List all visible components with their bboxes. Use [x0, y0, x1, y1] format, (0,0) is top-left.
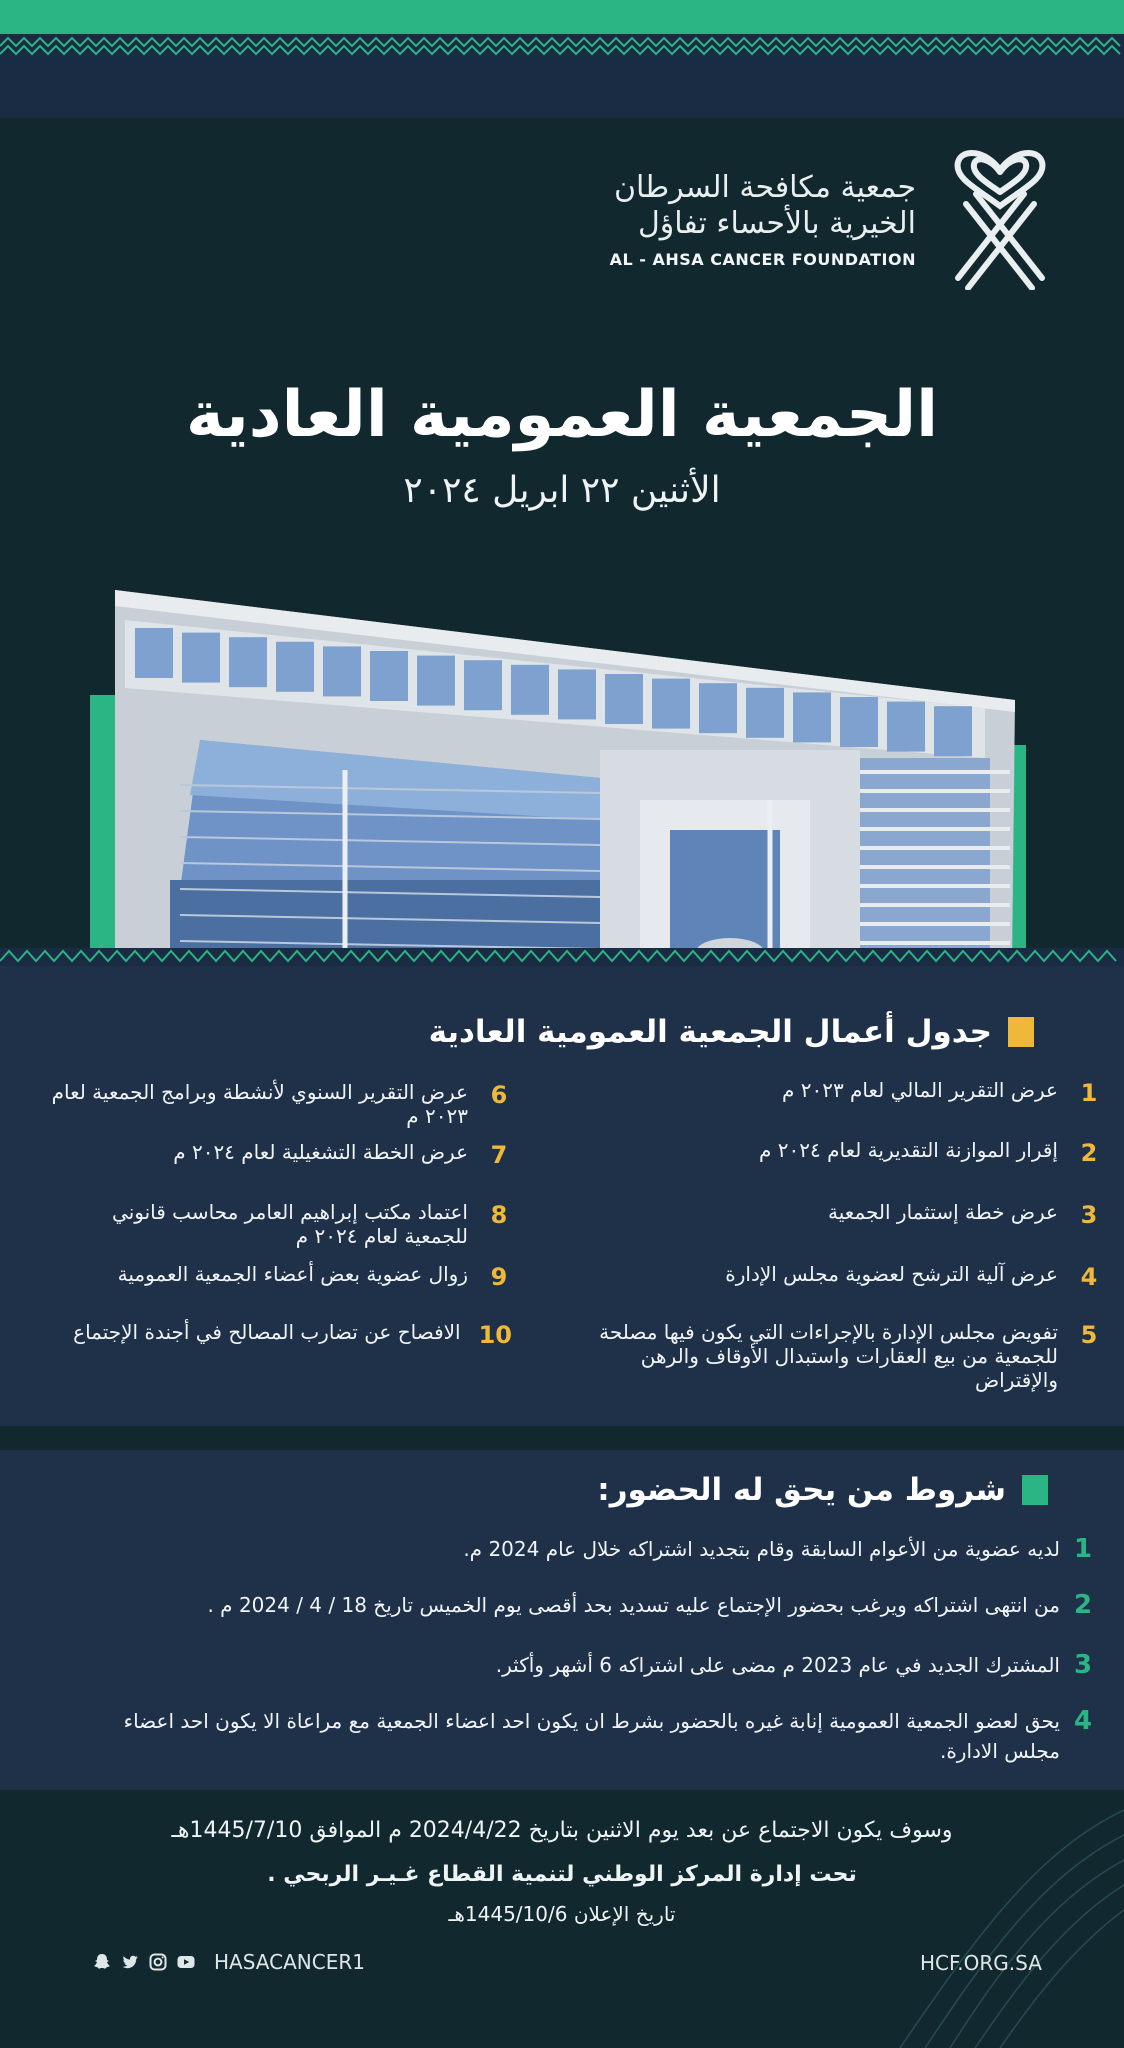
agenda-item	[12, 1320, 512, 1350]
agenda-item	[12, 1140, 512, 1170]
instagram-icon[interactable]	[148, 1952, 168, 1972]
agenda-item-number: 7	[490, 1141, 508, 1169]
agenda-item	[602, 1200, 1102, 1230]
attendance-heading	[597, 1472, 1048, 1508]
facade-louver	[860, 922, 1010, 926]
agenda-item	[602, 1078, 1102, 1108]
logo-arabic-line-2: الخيرية بالأحساء تفاؤل	[637, 206, 916, 241]
meeting-note: وسوف يكون الاجتماع عن بعد يوم الاثنين بتاريخ 2024/4/22 م الموافق 1445/7/10هـ	[171, 1818, 953, 1843]
building-window	[746, 688, 784, 738]
logo-text-block	[496, 170, 916, 280]
social-links	[92, 1950, 365, 1974]
facade-louver	[860, 903, 1010, 907]
condition-text: يحق لعضو الجمعية العمومية إنابة غيره بالحضور بشرط ان يكون احد اعضاء الجمعية مع مراعاة الا يكون احد اعضاء مجلس الادارة.	[123, 1709, 1060, 1763]
agenda-item	[12, 1262, 512, 1292]
facade-louver	[860, 770, 1010, 774]
attendance-heading-text: شروط من يحق له الحضور:	[597, 1472, 1006, 1508]
building-window	[276, 642, 314, 692]
condition-text: المشترك الجديد في عام 2023 م مضى على اشتراكه 6 أشهر وأكثر.	[495, 1653, 1060, 1677]
ribbon-heart-icon	[946, 148, 1054, 290]
website-link[interactable]: HCF.ORG.SA	[920, 1951, 1042, 1975]
facade-louver	[860, 884, 1010, 888]
building-window	[464, 660, 502, 710]
agenda-item-text: إقرار الموازنة التقديرية لعام ٢٠٢٤ م	[759, 1138, 1058, 1162]
building-window	[840, 697, 878, 747]
agenda-item-number: 2	[1080, 1139, 1098, 1167]
building-window	[417, 656, 455, 706]
agenda-item-text: عرض التقرير المالي لعام ٢٠٢٣ م	[781, 1078, 1058, 1102]
building-window	[323, 646, 361, 696]
agenda-item-text: اعتماد مكتب إبراهيم العامر محاسب قانوني للجمعية لعام ٢٠٢٤ م	[112, 1200, 468, 1248]
agenda-heading	[429, 1014, 1034, 1050]
facade-louver	[860, 865, 1010, 869]
agenda-item-number: 3	[1080, 1201, 1098, 1229]
building-window	[887, 702, 925, 752]
logo-english-name: AL - AHSA CANCER FOUNDATION	[609, 250, 916, 269]
agenda-item	[602, 1262, 1102, 1292]
agenda-item-text: الافصاح عن تضارب المصالح في أجندة الإجتماع	[73, 1320, 461, 1344]
agenda-item-number: 10	[478, 1321, 512, 1349]
agenda-item-text: تفويض مجلس الإدارة بالإجراءات التي يكون فيها مصلحة للجمعية من بيع العقارات واستبدال الأوقاف والرهن والإقتراض	[599, 1320, 1058, 1392]
agenda-item-text: عرض خطة إستثمار الجمعية	[828, 1200, 1058, 1224]
condition-text: لديه عضوية من الأعوام السابقة وقام بتجديد اشتراكه خلال عام 2024 م.	[463, 1537, 1060, 1561]
attendance-condition	[34, 1534, 1094, 1564]
supervision-note: تحت إدارة المركز الوطني لتنمية القطاع غـيـر الربحي .	[267, 1862, 857, 1887]
agenda-item	[602, 1138, 1102, 1168]
top-green-band	[0, 0, 1124, 34]
yellow-square-icon	[1008, 1017, 1034, 1047]
condition-text: من انتهى اشتراكه ويرغب بحضور الإجتماع عليه تسديد بحد أقصى يوم الخميس تاريخ 18 / 4 / 2024 م .	[207, 1593, 1060, 1617]
youtube-icon[interactable]	[176, 1952, 196, 1972]
agenda-item	[12, 1200, 512, 1248]
facade-louver	[860, 846, 1010, 850]
building-window	[229, 637, 267, 687]
condition-number: 2	[1073, 1590, 1093, 1620]
agenda-item-number: 9	[490, 1263, 508, 1291]
building-window	[135, 628, 173, 678]
page-title: الجمعية العمومية العادية	[185, 378, 939, 452]
meeting-date: الأثنين ٢٢ ابريل ٢٠٢٤	[403, 470, 721, 511]
agenda-item-text: عرض الخطة التشغيلية لعام ٢٠٢٤ م	[173, 1140, 468, 1164]
building-window	[652, 679, 690, 729]
agenda-heading-text: جدول أعمال الجمعية العمومية العادية	[428, 1014, 992, 1050]
attendance-condition	[74, 1706, 1094, 1766]
agenda-item-number: 4	[1080, 1263, 1098, 1291]
agenda-item-number: 8	[490, 1201, 508, 1229]
agenda-item	[582, 1320, 1102, 1392]
facade-louver	[860, 789, 1010, 793]
agenda-item-number: 6	[490, 1081, 508, 1109]
building-window	[699, 683, 737, 733]
condition-number: 4	[1073, 1706, 1093, 1736]
agenda-item-text: عرض آلية الترشح لعضوية مجلس الإدارة	[725, 1262, 1058, 1286]
announcement-date: تاريخ الإعلان 1445/10/6هـ	[448, 1902, 676, 1926]
condition-number: 3	[1073, 1650, 1093, 1680]
green-square-icon	[1022, 1475, 1048, 1505]
facade-louver	[860, 827, 1010, 831]
agenda-item	[12, 1080, 512, 1128]
building-window	[370, 651, 408, 701]
top-navy-band	[0, 56, 1124, 118]
agenda-item-number: 1	[1080, 1079, 1098, 1107]
building-window	[793, 692, 831, 742]
agenda-item-text: زوال عضوية بعض أعضاء الجمعية العمومية	[117, 1262, 468, 1286]
building-window	[511, 665, 549, 715]
building-window	[934, 706, 972, 756]
building-window	[605, 674, 643, 724]
building-window	[182, 633, 220, 683]
building-illustration	[0, 580, 1124, 970]
attendance-condition	[34, 1650, 1094, 1680]
facade-louver	[860, 941, 1010, 945]
agenda-item-text: عرض التقرير السنوي لأنشطة وبرامج الجمعية لعام ٢٠٢٣ م	[51, 1080, 468, 1128]
snapchat-icon[interactable]	[92, 1952, 112, 1972]
social-handle[interactable]: HASACANCER1	[214, 1950, 365, 1974]
facade-louver	[860, 808, 1010, 812]
condition-number: 1	[1073, 1534, 1093, 1564]
twitter-icon[interactable]	[120, 1952, 140, 1972]
top-zigzag-pattern	[0, 34, 1124, 58]
logo-arabic-line-1: جمعية مكافحة السرطان	[614, 170, 916, 205]
attendance-condition	[34, 1590, 1094, 1620]
building-window	[558, 669, 596, 719]
agenda-item-number: 5	[1080, 1321, 1098, 1349]
